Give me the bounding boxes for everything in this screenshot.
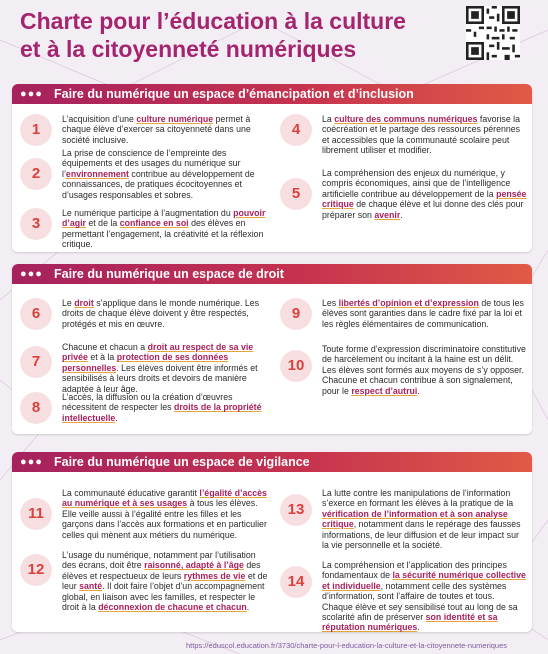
body-text: La compréhension des enjeux du numérique, y compris économiques, ainsi que de l’intelligence artificielle contribue au développement de la xyxy=(322,168,511,199)
body-text: L’usage du numérique, notamment par l’utilisation des écrans, doit être xyxy=(62,550,256,571)
body-text: permet à chaque élève d’exercer sa citoyenneté dans une société inclusive. xyxy=(62,114,251,145)
emphasis-text: déconnexion de chacune et chacun xyxy=(98,602,247,613)
principle-number: 12 xyxy=(20,554,52,586)
principle-text xyxy=(62,342,272,394)
body-text: La lutte contre les manipulations de l’information s’exerce en formant les élèves à la pratique de la xyxy=(322,488,514,509)
body-text: des élèves en permettant l’engagement, la créativité et la réflexion critique. xyxy=(62,218,264,250)
emphasis-text: vérification de l’information et à son analyse critique xyxy=(322,508,508,530)
principle-text xyxy=(322,168,527,220)
emphasis-text: l’égalité d’accès au numérique et à ses usages xyxy=(62,488,267,509)
body-text: . xyxy=(400,209,403,220)
body-text: Le numérique participe à l’augmentation du xyxy=(62,208,234,218)
body-text: L’acquisition d’une xyxy=(62,114,137,124)
dots-icon: ●●● xyxy=(20,88,43,100)
qr-code-icon xyxy=(466,6,520,60)
emphasis-text: droits de la propriété intellectuelle xyxy=(62,402,262,423)
principle-text xyxy=(62,148,272,200)
emphasis-text: environnement xyxy=(65,168,129,179)
emphasis-text: son identité et sa réputation numériques xyxy=(322,612,498,633)
emphasis-text: libertés d’opinion et d’expression xyxy=(338,298,479,308)
principle-text xyxy=(62,298,267,329)
body-text: Les xyxy=(322,298,339,308)
section-emancipation xyxy=(12,84,532,252)
principle-number: 10 xyxy=(280,350,312,382)
principle-number: 6 xyxy=(20,298,52,330)
section-header xyxy=(12,264,532,284)
principle-text xyxy=(62,488,267,540)
body-text: , notamment dans le repérage des fausses informations, de leur diffusion et de leur impact sur la vie personnelle et la société. xyxy=(322,519,521,551)
body-text: La prise de conscience de l’empreinte des équipements et des usages du numérique sur l’ xyxy=(62,148,241,179)
body-text: favorise la coécréation et le partage des ressources pérennes et accessibles que la communauté scolaire peut librement utiliser et modifier. xyxy=(322,114,521,156)
body-text: La compréhension et l’application des principes fondamentaux de xyxy=(322,560,507,581)
emphasis-text: la sécurité numérique collective et individuelle xyxy=(322,570,526,591)
principle-number: 8 xyxy=(20,392,52,424)
principle-number: 11 xyxy=(20,498,52,530)
principle-text xyxy=(322,114,527,156)
dots-icon: ●●● xyxy=(20,268,43,280)
body-text: La xyxy=(322,114,335,124)
principle-text xyxy=(62,114,272,145)
source-link[interactable]: https://eduscol.education.fr/3730/charte-pour-l-education-la-culture-et-la-citoyennete-numeriques xyxy=(186,641,508,650)
emphasis-text: droit xyxy=(74,298,94,308)
dots-icon: ●●● xyxy=(20,456,43,468)
section-title: Faire du numérique un espace d’émancipation et d’inclusion xyxy=(54,87,414,101)
body-text: . xyxy=(115,412,118,423)
principle-text xyxy=(62,392,267,423)
principle-text xyxy=(62,208,272,250)
body-text: Chacune et chacun a xyxy=(62,342,148,352)
section-header xyxy=(12,84,532,104)
principle-number: 4 xyxy=(280,114,312,146)
principle-text xyxy=(322,298,527,329)
body-text: à tous les élèves. Elle veille aussi à l’égalité entre les filles et les garçons dans l’accès aux formations et en particulier celles qui mènent aux métiers du numérique. xyxy=(62,498,267,540)
section-header xyxy=(12,452,532,472)
body-text: . xyxy=(246,602,250,613)
body-text: de chaque élève et lui donne des clés pour préparer son xyxy=(322,199,524,220)
body-text: La communauté éducative garantit xyxy=(62,488,200,498)
emphasis-text: culture numérique xyxy=(136,114,214,124)
principle-number: 14 xyxy=(280,566,312,598)
page-title xyxy=(20,7,460,63)
body-text: . xyxy=(417,385,420,396)
body-text: Le xyxy=(62,298,75,308)
principle-number: 2 xyxy=(20,158,52,190)
emphasis-text: culture des communs numériques xyxy=(334,114,478,124)
emphasis-text: rythmes de vie xyxy=(183,570,246,581)
body-text: s’applique dans le monde numérique. Les droits de chaque élève doivent y être respectés, protégés et mis en œuvre. xyxy=(62,298,260,329)
body-text: et de la xyxy=(85,218,120,229)
body-text: L’accès, la diffusion ou la création d’œuvres nécessitent de respecter les xyxy=(62,392,233,413)
body-text: contribue au développement de connaissances, de pratiques écocitoyennes et d’usages responsables et sobres. xyxy=(62,168,255,200)
emphasis-text: confiance en soi xyxy=(119,218,189,229)
principle-number: 13 xyxy=(280,494,312,526)
body-text: . Il doit faire l’objet d’un accompagnement global, en liaison avec les familles, et respecter le droit à la xyxy=(62,581,265,613)
principle-number: 7 xyxy=(20,346,52,378)
body-text: , notamment celle des systèmes d’information, sont l’affaire de toutes et tous. Chaque élève et sey sensibilisé tout au long de sa scolarité afin de préserver xyxy=(322,580,518,623)
body-text: des élèves et respectueux de leurs xyxy=(62,560,261,581)
principle-text xyxy=(62,550,272,612)
body-text: de tous les élèves sont garanties dans le cadre fixé par la loi et les règles élémentaires de communication. xyxy=(322,298,524,329)
principle-text xyxy=(322,344,527,396)
principle-text xyxy=(322,488,527,550)
emphasis-text: avenir xyxy=(374,209,401,220)
emphasis-text: santé xyxy=(79,581,103,592)
emphasis-text: pouvoir d’agir xyxy=(62,208,266,229)
emphasis-text: droit au respect de sa vie privée xyxy=(62,342,254,363)
section-droit xyxy=(12,264,532,434)
body-text: . Les élèves doivent être informés et sensibilisés à leurs droits et devoirs de manière adaptée à leur âge. xyxy=(62,362,258,394)
title-line-2: et à la citoyenneté numériques xyxy=(20,36,357,62)
section-title: Faire du numérique un espace de droit xyxy=(54,267,284,281)
section-title: Faire du numérique un espace de vigilance xyxy=(54,455,310,469)
principle-text xyxy=(322,560,527,633)
principle-number: 9 xyxy=(280,298,312,330)
body-text: et à la xyxy=(87,352,117,363)
body-text: Toute forme d’expression discriminatoire constitutive de harcèlement ou incitant à la haine est un délit. Les élèves sont formés aux moyens de s’y opposer. Chacune et chacun contribue à son signalement, pour le xyxy=(322,344,526,396)
body-text: . xyxy=(417,622,420,633)
title-line-1: Charte pour l’éducation à la culture xyxy=(20,8,406,34)
principle-number: 3 xyxy=(20,208,52,240)
principle-number: 5 xyxy=(280,178,312,210)
emphasis-text: raisonné, adapté à l’âge xyxy=(144,560,244,571)
body-text: et de leur xyxy=(62,570,268,592)
emphasis-text: respect d’autrui xyxy=(351,385,418,396)
emphasis-text: pensée critique xyxy=(322,188,527,210)
principle-number: 1 xyxy=(20,114,52,146)
emphasis-text: protection de ses données personnelles xyxy=(62,352,229,373)
section-vigilance xyxy=(12,452,532,632)
